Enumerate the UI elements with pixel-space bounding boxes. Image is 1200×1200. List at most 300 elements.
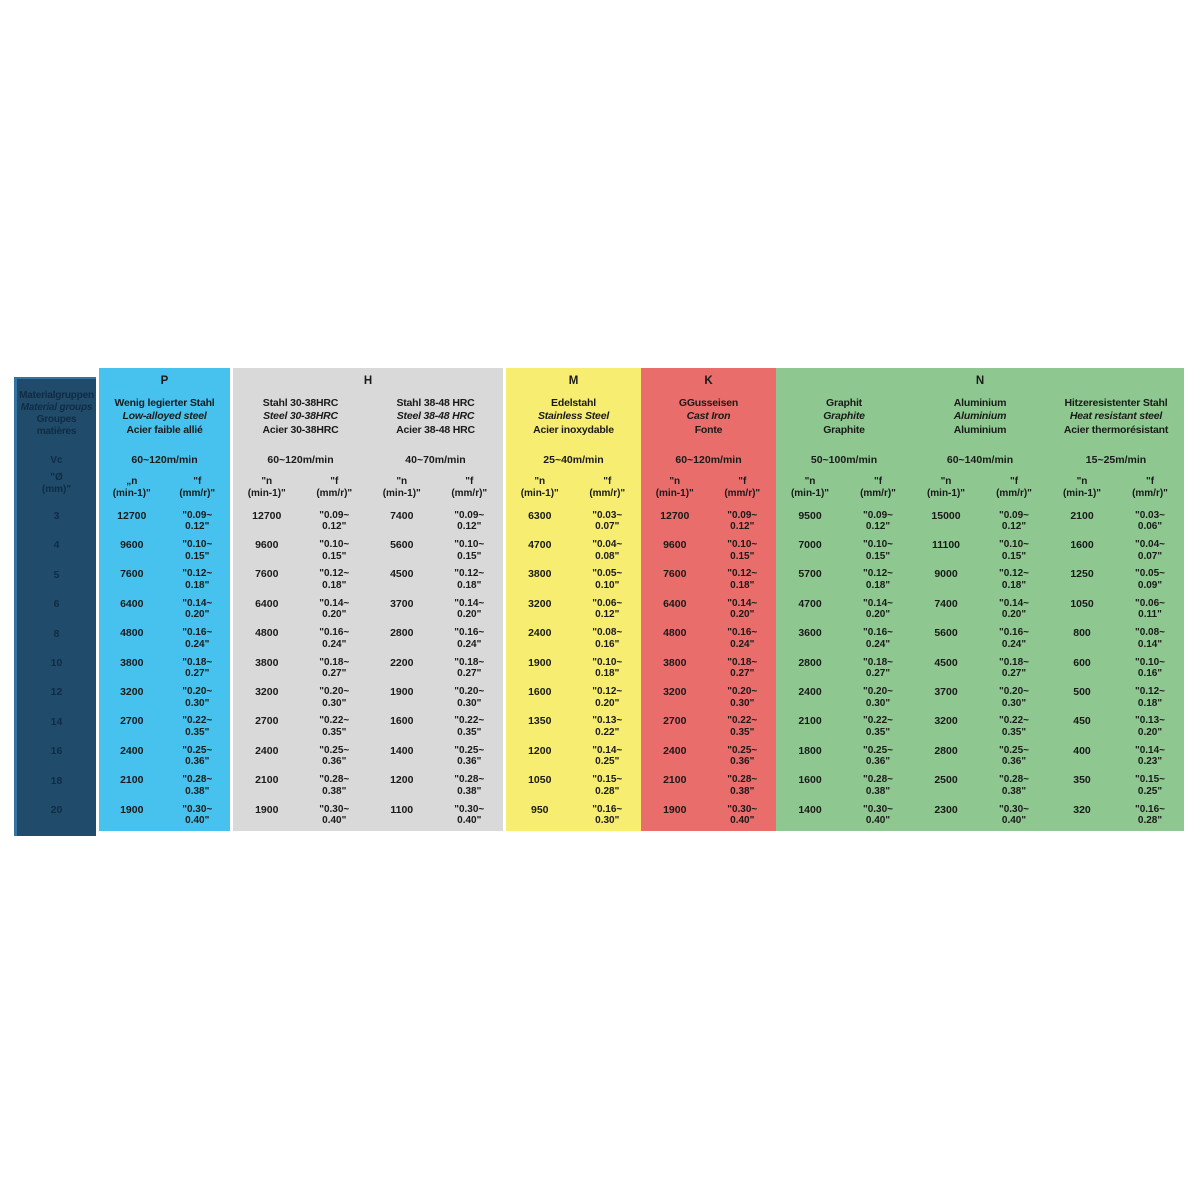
n-header-line2: (min-1)" [520,487,559,499]
n-value-cell: 3200 [255,686,279,699]
table-row [1048,772,1184,801]
n-value-cell: 2100 [120,774,144,787]
f-range-cell [436,684,504,713]
n-value-cell: 1100 [390,803,414,816]
table-row [1048,596,1184,625]
table-row [368,508,503,537]
n-header [233,472,301,508]
f-header [844,472,912,508]
f-range-cell [1116,713,1184,742]
f-range-line1: "0.18~ [727,656,758,668]
f-range-line1: "0.28~ [454,774,485,786]
n-value-cell: 4500 [934,656,958,669]
table-row [368,655,503,684]
f-range-line1: "0.28~ [862,774,894,786]
n-value-cell: 9000 [934,568,958,581]
cutting-speed-range: 15~25m/min [1085,453,1147,466]
f-range-line1: "0.12~ [862,568,894,580]
f-range-line2: 0.20" [185,609,210,621]
table-row [368,743,503,772]
f-range-line2: 0.27" [865,668,891,680]
table-row [1048,508,1184,537]
table-row [641,508,776,537]
f-range-cell [709,596,777,625]
f-range-cell [980,537,1048,566]
f-range-line2: 0.24" [322,638,347,650]
f-range-cell [980,802,1048,831]
material-name-en: Heat resistant steel [1069,410,1163,423]
f-range-line1: "0.13~ [1134,715,1166,727]
diameter-cell: 6 [53,598,60,611]
f-range-line2: 0.35" [322,726,347,738]
f-range-line1: "0.16~ [319,627,350,639]
f-range-line1: "0.16~ [182,627,213,639]
f-range-line2: 0.40" [865,815,891,827]
material-name-de: Graphit [826,396,862,409]
diameter-cell: 10 [50,656,63,669]
heading-line-fr: Groupes matières [36,413,77,437]
f-range-cell [436,566,504,595]
material-name [233,394,368,448]
table-row [368,596,503,625]
material-subcolumn [776,394,912,831]
table-row [233,596,368,625]
table-row [506,508,641,537]
f-range-line2: 0.24" [185,638,210,650]
material-name-fr: Acier 30-38HRC [262,423,339,436]
table-row [506,566,641,595]
f-range-line2: 0.38" [322,785,347,797]
n-header-line1: "n [804,475,816,487]
n-value-cell: 12700 [660,509,690,522]
diameter-cell: 16 [50,745,63,758]
f-range-line2: 0.22" [595,726,620,738]
f-range-cell [574,508,642,537]
n-header [506,472,574,508]
n-value-cell: 1050 [528,774,552,787]
f-range-cell [980,508,1048,537]
material-name-de: Hitzeresistenter Stahl [1064,396,1168,409]
material-subcolumn [233,394,368,831]
f-range-line2: 0.27" [457,668,482,680]
f-range-cell [709,772,777,801]
f-range-line2: 0.30" [595,815,620,827]
f-range-line1: "0.20~ [998,686,1030,698]
table-row [912,596,1048,625]
column-subheaders [912,472,1048,508]
f-range-line1: "0.10~ [319,539,350,551]
f-range-line2: 0.20" [457,609,482,621]
f-range-cell [980,772,1048,801]
f-range-line1: "0.25~ [862,744,894,756]
f-header [165,472,231,508]
n-value-cell: 2800 [798,656,822,669]
material-name-en: Steel 38-48 HRC [396,410,475,423]
f-range-cell [165,566,231,595]
n-value-cell: 2300 [934,803,958,816]
n-value-cell: 3200 [120,686,144,699]
f-range-line2: 0.40" [185,815,210,827]
f-range-cell [709,743,777,772]
diameter-label-line2: (mm)" [41,484,72,495]
f-range-line2: 0.15" [457,550,482,562]
material-group-p [99,368,230,831]
table-row [912,743,1048,772]
table-row [506,802,641,831]
cutting-speed-range: 60~120m/min [267,453,334,466]
n-value-cell: 5700 [798,568,822,581]
f-range-cell [165,713,231,742]
f-range-line1: "0.12~ [1134,686,1166,698]
f-range-line2: 0.06" [1137,521,1163,533]
f-range-line2: 0.38" [185,785,210,797]
column-subheaders [368,472,503,508]
table-row [776,684,912,713]
n-value-cell: 1250 [1070,568,1094,581]
f-range-line1: "0.14~ [454,597,485,609]
material-name-de: Stahl 30-38HRC [262,396,339,409]
f-range-line1: "0.09~ [319,509,350,521]
f-range-line1: "0.20~ [727,686,758,698]
f-range-line2: 0.10" [595,579,620,591]
table-row [99,625,230,654]
f-range-cell [844,655,912,684]
f-header-line1: "f [873,475,883,487]
n-value-cell: 4800 [663,627,687,640]
material-groups-heading [17,379,96,448]
f-range-line2: 0.15" [1001,550,1027,562]
f-range-line1: "0.20~ [182,686,213,698]
f-range-line1: "0.10~ [1134,656,1166,668]
cutting-speed-range: 25~40m/min [543,453,604,466]
f-range-line1: "0.13~ [592,715,623,727]
material-subcolumns [233,394,503,831]
f-range-line1: "0.18~ [319,656,350,668]
data-rows [506,508,641,831]
table-row [99,655,230,684]
column-subheaders [641,472,776,508]
table-row [233,625,368,654]
material-name-fr: Aluminium [953,423,1007,436]
f-range-line2: 0.08" [595,550,620,562]
table-row [506,655,641,684]
f-range-line2: 0.20" [595,697,620,709]
diameter-rows [17,508,96,831]
n-header [776,472,844,508]
table-row [506,537,641,566]
table-row [912,566,1048,595]
n-value-cell: 1400 [390,744,414,757]
f-range-cell [436,625,504,654]
n-header [641,472,709,508]
f-range-cell [980,713,1048,742]
f-range-line1: "0.09~ [182,509,213,521]
f-range-cell [165,508,231,537]
group-letter: K [704,374,713,387]
n-header-line1: "n [534,475,546,487]
f-header-line1: "f [330,475,339,487]
f-range-line2: 0.36" [322,756,347,768]
f-range-line1: "0.15~ [1134,774,1166,786]
table-row [641,772,776,801]
f-range-line1: "0.10~ [182,539,213,551]
f-range-cell [844,802,912,831]
n-value-cell: 2400 [663,744,687,757]
n-value-cell: 4700 [798,597,822,610]
table-row [776,655,912,684]
n-value-cell: 2500 [934,774,958,787]
n-value-cell: 3200 [934,715,958,728]
table-row [776,508,912,537]
table-row [912,713,1048,742]
table-row [641,684,776,713]
column-subheaders [776,472,912,508]
table-row [506,743,641,772]
f-range-cell [436,596,504,625]
f-range-cell [980,596,1048,625]
f-range-line2: 0.18" [730,579,755,591]
f-range-line1: "0.14~ [319,597,350,609]
n-header-line1: "n [396,475,408,487]
f-range-line2: 0.27" [322,668,347,680]
material-name-fr: Acier inoxydable [533,423,614,436]
f-range-cell [574,625,642,654]
f-range-cell [844,625,912,654]
diameter-cell: 4 [53,539,60,552]
f-range-line2: 0.35" [457,726,482,738]
table-row [912,684,1048,713]
f-range-line1: "0.10~ [998,539,1030,551]
f-range-cell [844,566,912,595]
n-value-cell: 2700 [663,715,687,728]
table-row [99,508,230,537]
f-range-line1: "0.16~ [1134,803,1166,815]
f-range-line2: 0.30" [185,697,210,709]
table-row [641,743,776,772]
table-row [368,566,503,595]
table-row [1048,537,1184,566]
n-value-cell: 9500 [798,509,822,522]
table-row [506,625,641,654]
f-range-line2: 0.15" [185,550,210,562]
f-header-line1: "f [1009,475,1019,487]
n-value-cell: 7600 [663,568,687,581]
column-subheaders [233,472,368,508]
heading-line-de: Materialgruppen [19,389,94,401]
f-header [980,472,1048,508]
diameter-cell: 14 [50,715,63,728]
n-header-line2: (min-1)" [112,487,151,499]
f-range-line1: "0.03~ [1134,509,1166,521]
f-range-cell [436,772,504,801]
n-value-cell: 1050 [1070,597,1094,610]
f-range-cell [165,743,231,772]
f-range-line2: 0.15" [730,550,755,562]
table-row [912,537,1048,566]
f-range-cell [980,743,1048,772]
f-range-cell [301,684,369,713]
material-name-fr: Graphite [823,423,865,436]
cutting-speed-range: 60~120m/min [675,453,742,466]
n-header-line2: (min-1)" [382,487,421,499]
f-range-cell [1116,655,1184,684]
f-range-line1: "0.04~ [592,539,623,551]
f-range-line2: 0.38" [730,785,755,797]
f-range-line1: "0.16~ [727,627,758,639]
f-range-line1: "0.25~ [454,744,485,756]
f-header [574,472,642,508]
f-range-cell [301,508,369,537]
f-range-line2: 0.24" [730,638,755,650]
table-row [641,566,776,595]
f-range-cell [709,713,777,742]
n-value-cell: 2400 [120,744,144,757]
material-name-fr: Acier thermorésistant [1063,423,1169,436]
diameter-cell: 12 [50,686,63,699]
n-value-cell: 2100 [1070,509,1094,522]
f-range-cell [844,596,912,625]
speed-feed-table [14,368,1184,836]
material-subcolumn [506,394,641,831]
table-row [99,537,230,566]
f-range-line2: 0.30" [457,697,482,709]
f-range-line1: "0.12~ [319,568,350,580]
f-range-line2: 0.12" [185,521,210,533]
n-header-line2: (min-1)" [1062,487,1102,499]
f-range-line1: "0.28~ [319,774,350,786]
material-name-en: Cast Iron [686,410,731,423]
f-range-line2: 0.40" [730,815,755,827]
f-range-line1: "0.09~ [998,509,1030,521]
f-range-line1: "0.18~ [454,656,485,668]
material-name-fr: Acier 38-48 HRC [396,423,475,436]
table-row [233,684,368,713]
cutting-speed-range: 50~100m/min [810,453,878,466]
f-range-cell [844,772,912,801]
n-value-cell: 5600 [390,539,414,552]
f-header-line2: (mm/r)" [996,487,1032,499]
material-name-en: Steel 30-38HRC [263,410,338,423]
f-range-cell [980,684,1048,713]
n-value-cell: 9600 [663,539,687,552]
f-range-line2: 0.12" [1001,521,1027,533]
material-subcolumns [506,394,641,831]
table-row [233,566,368,595]
f-range-line2: 0.35" [730,726,755,738]
table-row [99,743,230,772]
n-header [99,472,165,508]
f-range-line2: 0.09" [1137,579,1163,591]
f-range-cell [709,508,777,537]
material-name-en: Low-alloyed steel [122,410,207,423]
table-row [912,802,1048,831]
n-value-cell: 1600 [798,774,822,787]
f-range-line1: "0.10~ [862,539,894,551]
f-range-cell [709,655,777,684]
f-range-line2: 0.12" [457,521,482,533]
table-row [99,802,230,831]
n-value-cell: 7400 [934,597,958,610]
table-row [368,625,503,654]
n-value-cell: 12700 [252,509,282,522]
table-row [641,596,776,625]
n-value-cell: 1600 [528,686,552,699]
f-range-line1: "0.05~ [1134,568,1166,580]
f-range-line2: 0.16" [1137,668,1163,680]
f-range-cell [980,655,1048,684]
material-subcolumn [641,394,776,831]
f-range-cell [574,772,642,801]
n-value-cell: 3700 [934,686,958,699]
row-label-column [14,377,96,836]
f-range-cell [980,566,1048,595]
f-range-cell [1116,566,1184,595]
f-range-line1: "0.16~ [454,627,485,639]
cutting-speed-range: 40~70m/min [405,453,466,466]
f-range-cell [709,802,777,831]
material-name-de: GGusseisen [678,396,739,409]
n-value-cell: 3800 [255,656,279,669]
material-group-columns [99,368,1184,831]
n-value-cell: 4700 [528,539,552,552]
f-range-line1: "0.12~ [182,568,213,580]
f-range-cell [980,625,1048,654]
f-range-line2: 0.38" [457,785,482,797]
n-value-cell: 3800 [528,568,552,581]
diameter-cell: 3 [53,510,60,522]
f-range-line2: 0.40" [1001,815,1027,827]
table-row [776,772,912,801]
table-row [776,625,912,654]
f-range-line2: 0.36" [730,756,755,768]
f-range-line2: 0.36" [1001,756,1027,768]
f-range-cell [436,713,504,742]
f-range-line1: "0.20~ [454,686,485,698]
f-range-line2: 0.36" [185,756,210,768]
f-range-cell [574,713,642,742]
n-value-cell: 1400 [798,803,822,816]
material-name [776,394,912,448]
f-range-line1: "0.25~ [998,744,1030,756]
table-row [506,684,641,713]
table-row [1048,655,1184,684]
f-range-line1: "0.15~ [592,774,623,786]
f-range-line1: "0.22~ [998,715,1030,727]
material-group-m [506,368,641,831]
f-header [436,472,504,508]
table-row [912,625,1048,654]
n-value-cell: 1350 [528,715,552,728]
diameter-label-line1: "Ø [50,472,63,483]
table-row [99,684,230,713]
f-range-cell [844,684,912,713]
material-group-n [776,368,1184,831]
f-range-cell [1116,508,1184,537]
n-value-cell: 6400 [255,597,279,610]
f-range-cell [709,684,777,713]
f-range-cell [165,655,231,684]
f-range-line2: 0.12" [730,521,755,533]
f-range-line1: "0.22~ [862,715,894,727]
f-range-cell [301,772,369,801]
n-value-cell: 7000 [798,539,822,552]
table-row [99,713,230,742]
f-range-line2: 0.20" [865,609,891,621]
f-range-cell [436,508,504,537]
n-value-cell: 3600 [798,627,822,640]
f-range-line2: 0.35" [865,726,891,738]
f-range-cell [301,625,369,654]
